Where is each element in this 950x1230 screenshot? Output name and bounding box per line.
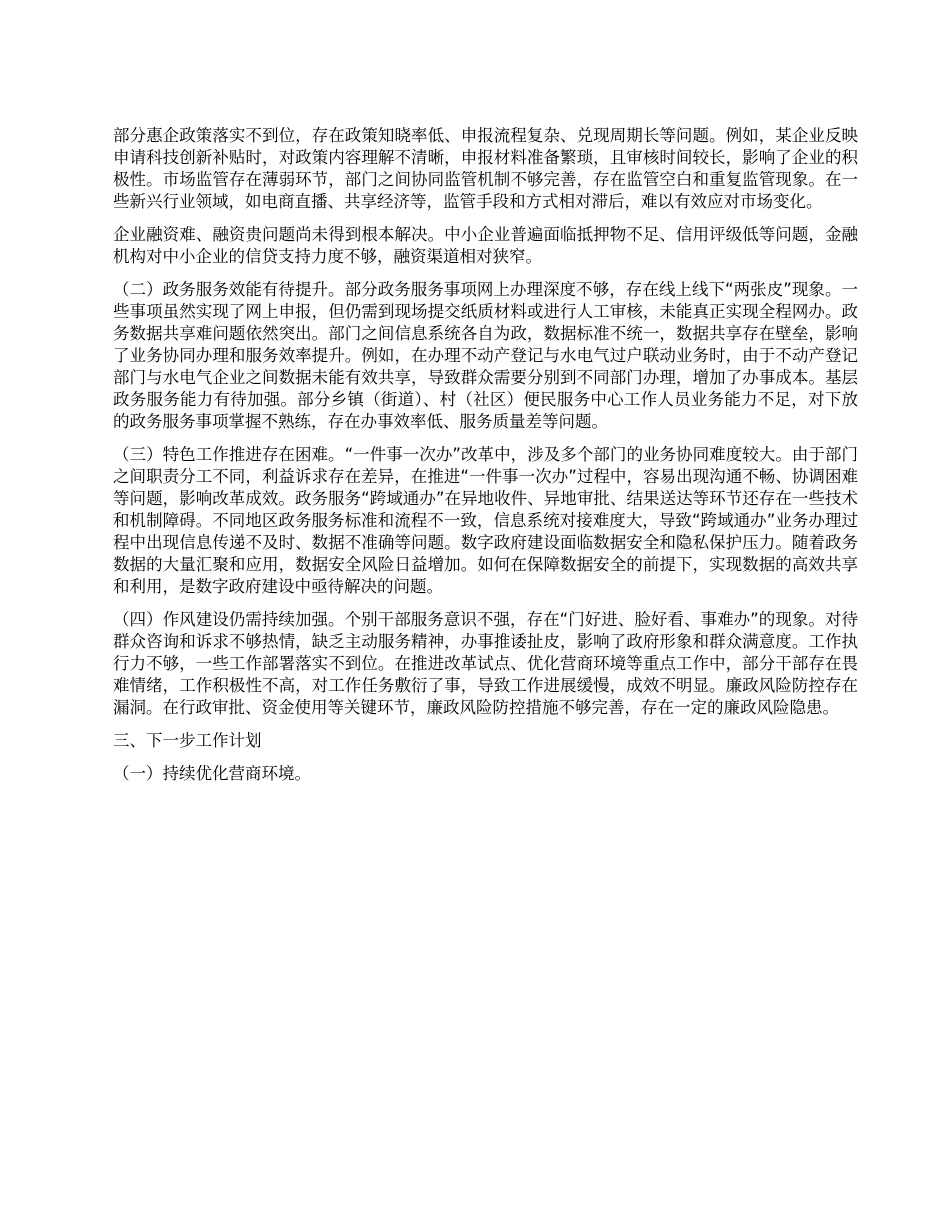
paragraph-gov-services: （二）政务服务效能有待提升。部分政务服务事项网上办理深度不够，存在线上线下“两张皮”现象。一些事项虽然实现了网上申报，但仍需到现场提交纸质材料或进行人工审核，未能真正实现全程网办。政务数据共享难问题依然突出。部门之间信息系统各自为政，数据标准不统一，数据共享存在壁垒，影响了业务协同办理和服务效率提升。例如，在办理不动产登记与水电气过户联动业务时，由于不动产登记部门与水电气企业之间数据未能有效共享，导致群众需要分别到不同部门办理，增加了办事成本。基层政务服务能力有待加强。部分乡镇（街道）、村（社区）便民服务中心工作人员业务能力不足，对下放的政务服务事项掌握不熟练，存在办事效率低、服务质量差等问题。 [113, 280, 858, 431]
section-heading: 三、下一步工作计划 [113, 731, 262, 750]
paragraph-business-policy: 部分惠企政策落实不到位，存在政策知晓率低、申报流程复杂、兑现周期长等问题。例如，某企业反映申请科技创新补贴时，对政策内容理解不清晰，申报材料准备繁琐，且审核时间较长，影响了企业的积极性。市场监管存在薄弱环节，部门之间协同监管机制不够完善，存在监管空白和重复监管现象。在一些新兴行业领域，如电商直播、共享经济等，监管手段和方式相对滞后，难以有效应对市场变化。 [113, 126, 858, 211]
subsection-heading: （一）持续优化营商环境。 [113, 764, 311, 783]
document-body [113, 125, 858, 796]
paragraph-financing: 企业融资难、融资贵问题尚未得到根本解决。中小企业普遍面临抵押物不足、信用评级低等问题，金融机构对中小企业的信贷支持力度不够，融资渠道相对狭窄。 [113, 225, 858, 266]
paragraph-special-work: （三）特色工作推进存在困难。“一件事一次办”改革中，涉及多个部门的业务协同难度较大。由于部门之间职责分工不同，利益诉求存在差异，在推进“一件事一次办”过程中，容易出现沟通不畅、协调困难等问题，影响改革成效。政务服务“跨域通办”在异地收件、异地审批、结果送达等环节还存在一些技术和机制障碍。不同地区政务服务标准和流程不一致，信息系统对接难度大，导致“跨域通办”业务办理过程中出现信息传递不及时、数据不准确等问题。数字政府建设面临数据安全和隐私保护压力。随着政务数据的大量汇聚和应用，数据安全风险日益增加。如何在保障数据安全的前提下，实现数据的高效共享和利用，是数字政府建设中亟待解决的问题。 [113, 445, 858, 596]
paragraph-work-style: （四）作风建设仍需持续加强。个别干部服务意识不强，存在“门好进、脸好看、事难办”的现象。对待群众咨询和诉求不够热情，缺乏主动服务精神，办事推诿扯皮，影响了政府形象和群众满意度。工作执行力不够，一些工作部署落实不到位。在推进改革试点、优化营商环境等重点工作中，部分干部存在畏难情绪，工作积极性不高，对工作任务敷衍了事，导致工作进展缓慢，成效不明显。廉政风险防控存在漏洞。在行政审批、资金使用等关键环节，廉政风险防控措施不够完善，存在一定的廉政风险隐患。 [113, 610, 858, 717]
